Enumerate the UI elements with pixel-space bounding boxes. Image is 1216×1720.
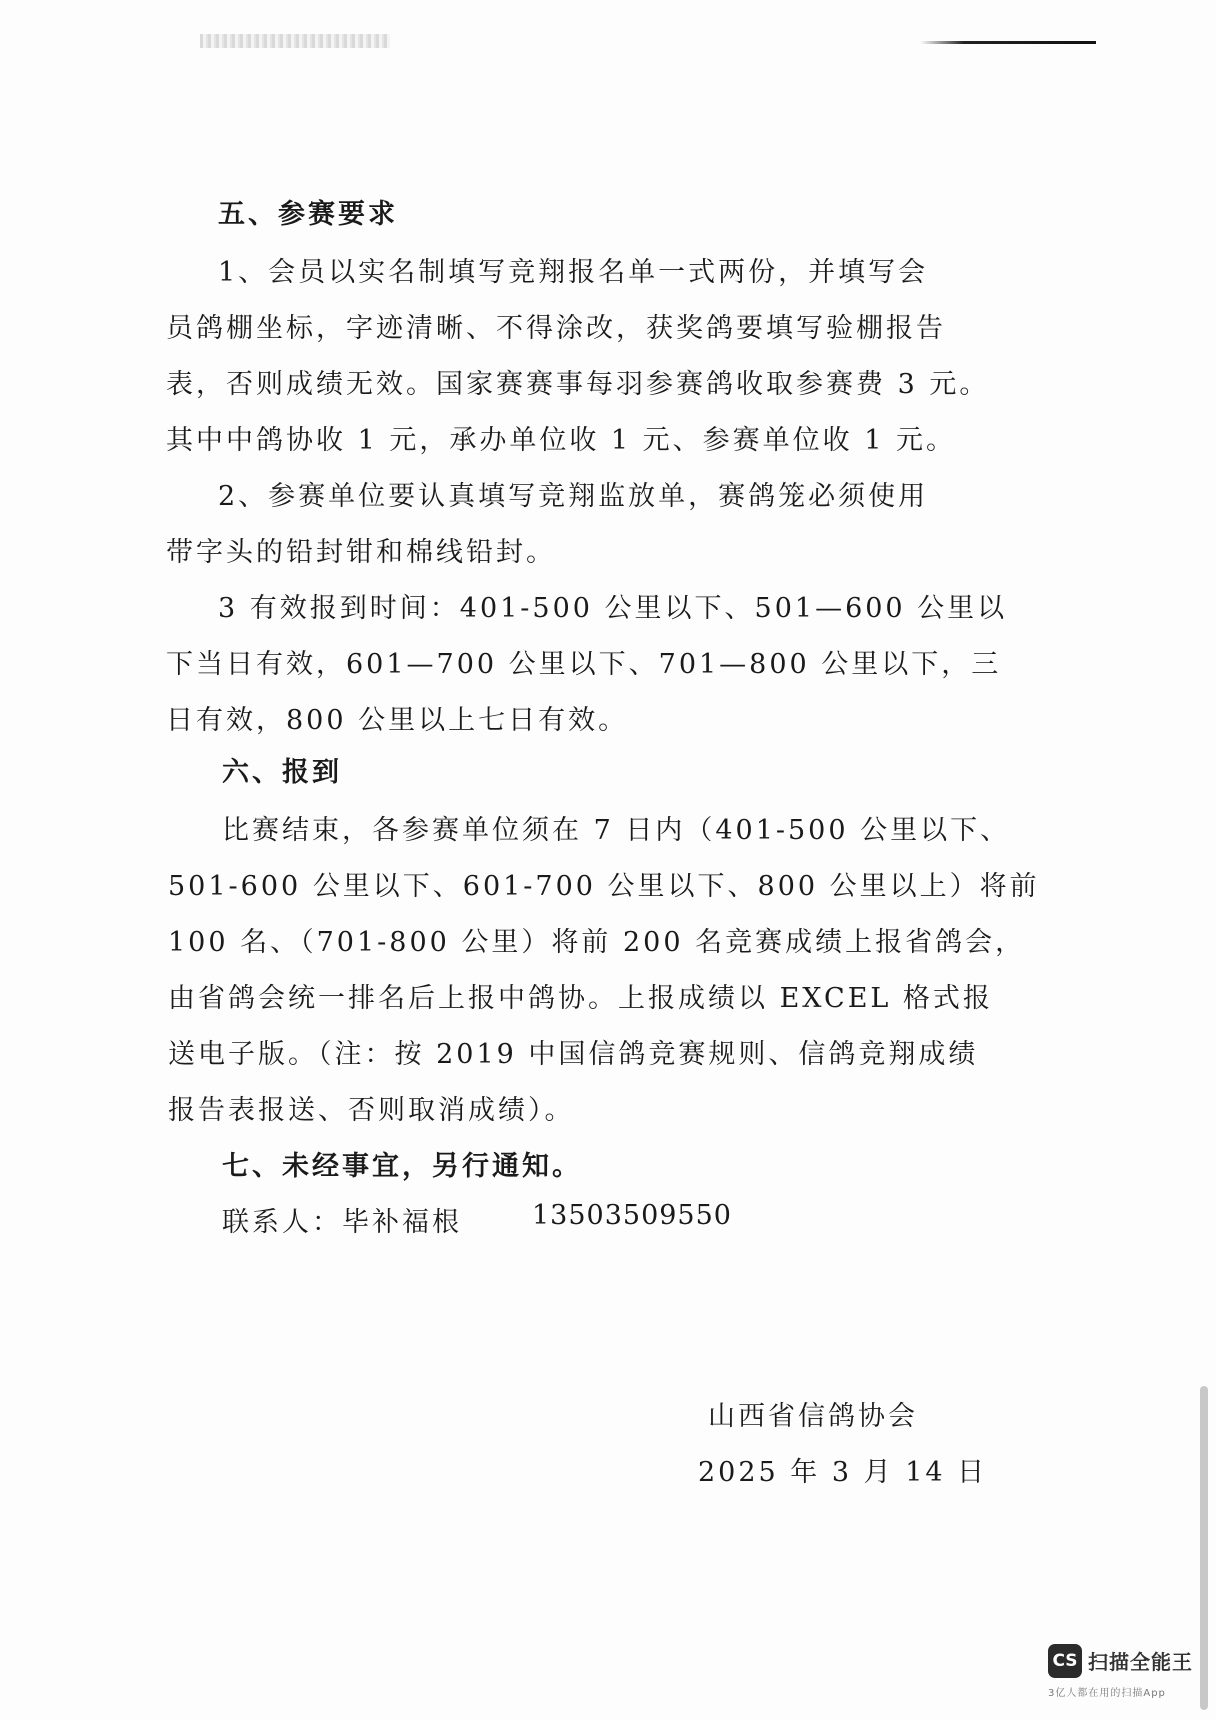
section-5-item-2-line-2: 带字头的铅封钳和棉线铅封。: [166, 537, 556, 568]
vertical-scrollbar[interactable]: [1200, 1386, 1208, 1710]
signature-date: 2025 年 3 月 14 日: [698, 1457, 988, 1488]
section-6-line-3: 100 名、（701-800 公里）将前 200 名竞赛成绩上报省鸽会，: [168, 927, 1026, 958]
section-5-item-3-line-3: 日有效，800 公里以上七日有效。: [166, 705, 629, 736]
section-7-heading: 七、未经事宜，另行通知。: [222, 1151, 582, 1182]
header-scribble: [200, 34, 390, 48]
section-6-line-4: 由省鸽会统一排名后上报中鸽协。上报成绩以 EXCEL 格式报: [168, 983, 993, 1014]
scanner-watermark: [1048, 1640, 1198, 1700]
header-rule: [920, 41, 1096, 44]
section-6-line-1: 比赛结束，各参赛单位须在 7 日内（401-500 公里以下、: [222, 815, 1011, 846]
section-5-item-3-line-1: 3 有效报到时间：401-500 公里以下、501—600 公里以: [218, 593, 1008, 624]
section-6-line-2: 501-600 公里以下、601-700 公里以下、800 公里以上）将前: [168, 871, 1040, 902]
section-6-line-5: 送电子版。（注：按 2019 中国信鸽竞赛规则、信鸽竞翔成绩: [168, 1039, 979, 1070]
section-5-heading: 五、参赛要求: [218, 199, 398, 230]
section-6-heading: 六、报到: [222, 757, 342, 788]
section-5-item-1-line-4: 其中中鸽协收 1 元，承办单位收 1 元、参赛单位收 1 元。: [166, 425, 957, 456]
section-6-line-6: 报告表报送、否则取消成绩）。: [168, 1095, 575, 1126]
section-5-item-2-line-1: 2、参赛单位要认真填写竞翔监放单，赛鸽笼必须使用: [218, 481, 929, 512]
contact-phone: 13503509550: [532, 1200, 732, 1231]
watermark-subtitle: 3亿人都在用的扫描App: [1048, 1688, 1166, 1699]
contact-label: 联系人：毕补福根: [222, 1207, 462, 1238]
section-5-item-1-line-1: 1、会员以实名制填写竞翔报名单一式两份，并填写会: [218, 257, 929, 288]
section-5-item-3-line-2: 下当日有效，601—700 公里以下、701—800 公里以下，三: [166, 649, 1002, 680]
section-5-item-1-line-3: 表，否则成绩无效。国家赛赛事每羽参赛鸽收取参赛费 3 元。: [166, 369, 990, 400]
section-5-item-1-line-2: 员鸽棚坐标，字迹清晰、不得涂改，获奖鸽要填写验棚报告: [166, 313, 946, 344]
camscanner-logo-icon: CS: [1048, 1644, 1082, 1678]
signature-organization: 山西省信鸽协会: [708, 1401, 918, 1432]
watermark-title: 扫描全能王: [1088, 1650, 1193, 1674]
